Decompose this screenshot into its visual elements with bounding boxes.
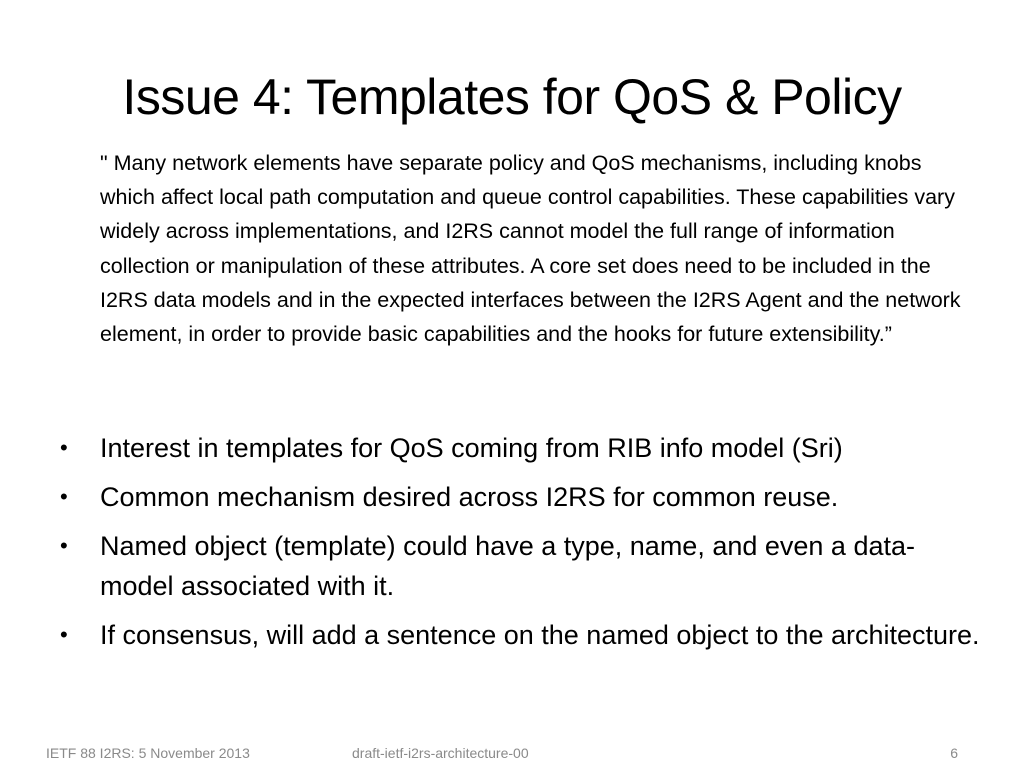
bullet-text: If consensus, will add a sentence on the named object to the architecture.	[100, 620, 980, 650]
bullet-text: Interest in templates for QoS coming from RIB info model (Sri)	[100, 433, 843, 463]
bullet-item	[56, 428, 986, 468]
bullet-dot-icon: •	[60, 533, 68, 558]
footer-draft-name: draft-ietf-i2rs-architecture-00	[352, 745, 529, 761]
bullet-dot-icon: •	[60, 622, 68, 647]
bullet-text: Named object (template) could have a type, name, and even a data-model associated with it.	[100, 531, 915, 601]
bullet-item	[56, 615, 986, 655]
slide-title: Issue 4: Templates for QoS & Policy	[122, 69, 902, 125]
slide-number: 6	[950, 745, 958, 761]
bullet-item	[56, 477, 986, 517]
bullet-item	[56, 526, 986, 606]
bullet-list	[56, 428, 986, 664]
bullet-text: Common mechanism desired across I2RS for common reuse.	[100, 482, 839, 512]
footer-date: IETF 88 I2RS: 5 November 2013	[46, 745, 250, 761]
quote-paragraph: " Many network elements have separate policy and QoS mechanisms, including knobs which affect local path computation and queue control capabilities. These capabilities vary widely across implementations, and I2RS cannot model the full range of information collection or manipulation of these attributes. A core set does need to be included in the I2RS data models and in the expected interfaces between the I2RS Agent and the network element, in order to provide basic capabilities and the hooks for future extensibility.”	[100, 151, 961, 347]
bullet-dot-icon: •	[60, 484, 68, 509]
bullet-dot-icon: •	[60, 435, 68, 460]
